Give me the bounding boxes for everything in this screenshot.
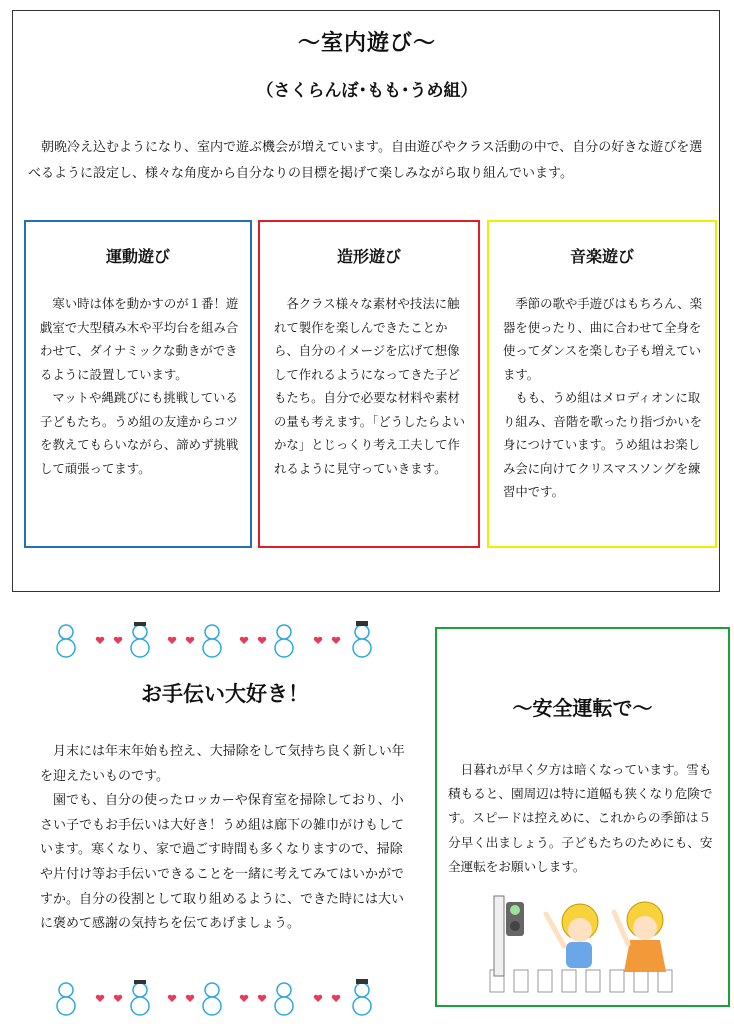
safety-title: ～安全運転で～ [512, 696, 653, 720]
exercise-play-paragraph-1: 寒い時は体を動かすのが１番！遊戯室で大型積み木や平均台を組み合わせて、ダイナミックな動きができるように設置しています。 [40, 296, 239, 382]
intro-paragraph: 朝晩冷え込むようになり、室内で遊ぶ機会が増えています。自由遊びやクラス活動の中で、自分の好きな遊びを選べるように設定し、様々な角度から自分なりの目標を掲げて楽しみながら取り組んでいます。 [28, 140, 703, 181]
exercise-play-heading: 運動遊び [105, 247, 170, 266]
children-crosswalk-illustration [480, 890, 690, 995]
music-play-heading: 音楽遊び [569, 247, 634, 266]
help-title: お手伝い大好き！ [141, 682, 309, 706]
craft-play-paragraph: 各クラス様々な素材や技法に触れて製作を楽しんできたことから、自分のイメージを広げて想像して作れるようになってきた子どもたち。自分で必要な材料や素材の量も考えます。「どうしたらよいかな」とじっくり考え工夫して作れるように見守っていきます。 [274, 296, 466, 476]
snowman-border-top-icon [52, 620, 388, 660]
craft-play-heading: 造形遊び [336, 247, 401, 266]
craft-play-column [258, 220, 480, 548]
indoor-play-title: ～室内遊び～ [297, 31, 436, 56]
help-paragraph-1: 月末には年末年始も控え、大掃除をして気持ち良く新しい年を迎えたいものです。 [40, 744, 405, 784]
class-subtitle: （さくらんぼ･もも･うめ組） [256, 81, 478, 101]
safety-paragraph: 日暮れが早く夕方は暗くなっています。雪も積もると、園周辺は特に道幅も狭くなり危険です。スピードは控えめに、これからの季節は５分早く出ましょう。子どもたちのためにも、安全運転をお願いします。 [448, 762, 713, 874]
exercise-play-paragraph-2: マットや縄跳びにも挑戦している子どもたち。うめ組の友達からコツを教えてもらいながら、諦めず挑戦して頑張ってます。 [40, 390, 239, 476]
music-play-paragraph-2: もも、うめ組はメロディオンに取り組み、音階を歌ったり指づかいを身につけています。うめ組はお楽しみ会に向けてクリスマスソングを練習中です。 [503, 390, 702, 499]
safety-body [448, 758, 723, 879]
help-paragraph-2: 園でも、自分の使ったロッカーや保育室を掃除しており、小さい子でもお手伝いは大好き！うめ組は廊下の雑巾がけもしています。寒くなり、家で過ごす時間も多くなりますので、掃除や片付け等お手伝いできることを一緒に考えてみてはいかがですか。自分の役割として取り組めるように、できた時には大いに褒めて感謝の気持ちを伝てあげましょう。 [40, 793, 405, 932]
help-body [40, 740, 410, 937]
snowman-border-bottom-icon [52, 978, 388, 1018]
music-play-column [487, 220, 717, 548]
music-play-paragraph-1: 季節の歌や手遊びはもちろん、楽器を使ったり、曲に合わせて全身を使ってダンスを楽しむ子も増えています。 [503, 296, 702, 382]
indoor-intro [28, 135, 708, 187]
exercise-play-column [24, 220, 252, 548]
